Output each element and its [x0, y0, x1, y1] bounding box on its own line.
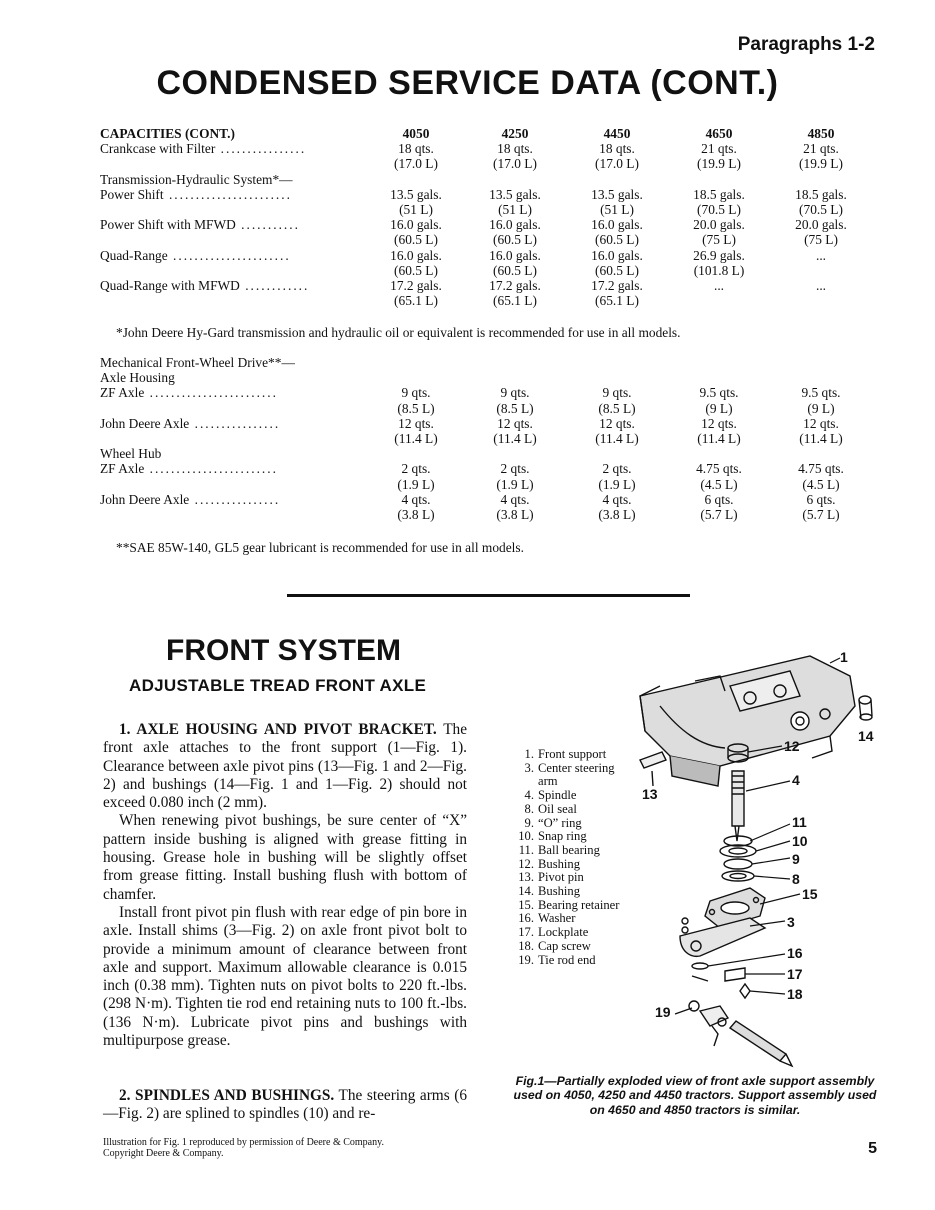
- capacity-cell: [566, 248, 668, 278]
- legend-number: 15.: [518, 897, 534, 912]
- callout-label: 19: [655, 1004, 671, 1020]
- capacity-metric: (60.5 L): [595, 232, 639, 248]
- legend-label: Pivot pin: [538, 870, 584, 885]
- capacity-metric: (11.4 L): [697, 431, 741, 447]
- legend-label: Spindle: [538, 788, 577, 803]
- page-title: CONDENSED SERVICE DATA (CONT.): [156, 64, 779, 102]
- exploded-axle-illustration: [600, 636, 900, 1076]
- capacity-cell: [566, 385, 668, 415]
- callout-label: 13: [642, 786, 658, 802]
- callout-label: 8: [792, 871, 800, 887]
- capacity-metric: (3.8 L): [598, 507, 636, 523]
- leader-dots: ......................: [167, 247, 291, 263]
- capacity-cell: [464, 461, 566, 491]
- capacity-cell: [668, 416, 770, 446]
- capacity-value: ...: [815, 247, 827, 263]
- callout-label: 18: [787, 986, 803, 1002]
- legend-label: Cap screw: [538, 938, 591, 953]
- capacity-cell: [464, 385, 566, 415]
- row-crankcase: [100, 141, 872, 171]
- paragraph-text: When renewing pivot bushings, be sure center of “X” pattern inside bushing is aligned with grease fitting in housing. Grease hole in bushing will be slightly offset from grease fitting. Install bushing flush with bottom of chamfer.: [103, 812, 467, 903]
- capacity-value: 12 qts.: [398, 415, 434, 431]
- capacity-value: 13.5 gals.: [591, 186, 643, 202]
- capacity-cell: [668, 248, 770, 278]
- legend-number: 19.: [518, 952, 534, 967]
- row-ah-zf: [100, 385, 872, 415]
- leader-dots: ........................: [144, 385, 278, 401]
- capacity-cell: [668, 278, 770, 308]
- axle-housing-heading: Axle Housing: [100, 370, 175, 386]
- callout-label: 3: [787, 914, 795, 930]
- capacity-metric: (65.1 L): [493, 293, 537, 309]
- axle-drawing: [600, 636, 900, 1076]
- capacity-metric: (60.5 L): [493, 262, 537, 278]
- legend-number: 13.: [518, 870, 534, 885]
- row-quad-range-mfwd: [100, 278, 872, 308]
- capacity-metric: (17.0 L): [394, 156, 438, 172]
- capacity-value: 26.9 gals.: [693, 247, 745, 263]
- capacity-metric: (3.8 L): [496, 507, 534, 523]
- capacity-metric: (19.9 L): [697, 156, 741, 172]
- capacity-value: 16.0 gals.: [591, 247, 643, 263]
- capacity-cell: [368, 187, 464, 217]
- capacity-cell: [770, 385, 872, 415]
- capacity-value: 16.0 gals.: [489, 247, 541, 263]
- capacity-metric: (1.9 L): [598, 476, 636, 492]
- capacity-cell: [566, 141, 668, 171]
- legend-label: Center steering: [538, 760, 615, 775]
- capacity-cell: [464, 492, 566, 522]
- capacity-metric: (19.9 L): [799, 156, 843, 172]
- row-label: Power Shift: [100, 186, 164, 202]
- capacity-metric: (75 L): [804, 232, 838, 248]
- row-label: ZF Axle: [100, 461, 145, 477]
- capacity-metric: (5.7 L): [802, 507, 840, 523]
- capacity-cell: [770, 217, 872, 247]
- capacity-value: ...: [815, 278, 827, 294]
- capacity-value: 18 qts.: [497, 141, 533, 157]
- model-header: 4850: [807, 126, 835, 141]
- capacity-cell: [368, 278, 464, 308]
- callout-label: 10: [792, 833, 808, 849]
- capacity-metric: (8.5 L): [598, 400, 636, 416]
- legend-label: Ball bearing: [538, 842, 600, 857]
- capacity-value: 18 qts.: [398, 141, 434, 157]
- capacity-cell: [464, 217, 566, 247]
- legend-label: Bearing retainer: [538, 897, 620, 912]
- capacity-value: 4.75 qts.: [696, 461, 742, 477]
- capacity-metric: (11.4 L): [595, 431, 639, 447]
- leader-dots: ............: [239, 278, 310, 294]
- capacity-metric: (11.4 L): [799, 431, 843, 447]
- legend-number: 12.: [518, 856, 534, 871]
- capacity-cell: [770, 141, 872, 171]
- row-power-shift-mfwd: [100, 217, 872, 247]
- capacity-metric: (8.5 L): [496, 400, 534, 416]
- capacity-value: 4 qts.: [401, 491, 431, 507]
- leader-dots: ...........: [235, 217, 300, 233]
- paragraph-1: [103, 721, 467, 1050]
- capacity-cell: [368, 217, 464, 247]
- capacity-metric: (17.0 L): [595, 156, 639, 172]
- capacity-cell: [368, 385, 464, 415]
- capacity-metric: (3.8 L): [397, 507, 435, 523]
- footnote-hygard: *John Deere Hy-Gard transmission and hydraulic oil or equivalent is recommended for use in all models.: [116, 325, 681, 340]
- capacity-value: 21 qts.: [803, 141, 839, 157]
- capacity-metric: (5.7 L): [700, 507, 738, 523]
- capacity-value: 9.5 qts.: [801, 385, 841, 401]
- capacity-metric: (60.5 L): [394, 232, 438, 248]
- callout-label: 15: [802, 886, 818, 902]
- capacity-cell: [566, 461, 668, 491]
- mfwd-table: [100, 355, 872, 522]
- capacity-value: 2 qts.: [500, 461, 530, 477]
- capacity-value: 4 qts.: [602, 491, 632, 507]
- capacity-metric: (65.1 L): [394, 293, 438, 309]
- legend-number: 18.: [518, 938, 534, 953]
- capacity-cell: [770, 461, 872, 491]
- row-label: Power Shift with MFWD: [100, 217, 236, 233]
- capacity-value: 21 qts.: [701, 141, 737, 157]
- capacity-metric: (11.4 L): [394, 431, 438, 447]
- capacity-value: 17.2 gals.: [591, 278, 643, 294]
- legend-label: Front support: [538, 747, 607, 761]
- row-ah-jd: [100, 416, 872, 446]
- capacity-metric: (11.4 L): [493, 431, 537, 447]
- model-header: 4650: [705, 126, 733, 141]
- capacity-metric: (8.5 L): [397, 400, 435, 416]
- paragraph-text: The front axle attaches to the front support (1—Fig. 1). Clearance between axle pivot pins (13—Fig. 1 and 2—Fig. 2) and bushings (14—Fig. 1 and 1—Fig. 2) should not exceed 0.080 inch (2 mm).: [103, 721, 467, 812]
- capacity-cell: [668, 461, 770, 491]
- model-header: 4050: [402, 126, 430, 141]
- page-number: 5: [868, 1140, 877, 1157]
- row-power-shift: [100, 187, 872, 217]
- capacity-cell: [770, 492, 872, 522]
- capacity-metric: [668, 293, 770, 308]
- capacity-value: 12 qts.: [599, 415, 635, 431]
- capacity-value: 20.0 gals.: [693, 217, 745, 233]
- legend-number: 14.: [518, 884, 534, 899]
- capacity-cell: [368, 248, 464, 278]
- section-divider: [287, 594, 690, 597]
- capacity-cell: [770, 278, 872, 308]
- legend-label: Oil seal: [538, 801, 577, 816]
- capacity-cell: [770, 187, 872, 217]
- capacity-metric: (60.5 L): [595, 262, 639, 278]
- capacity-value: 18.5 gals.: [795, 186, 847, 202]
- capacity-metric: (4.5 L): [700, 476, 738, 492]
- trans-heading: Transmission-Hydraulic System*—: [100, 171, 293, 187]
- model-header: 4250: [501, 126, 529, 141]
- model-header: 4450: [603, 126, 631, 141]
- row-label: John Deere Axle: [100, 491, 190, 507]
- capacity-cell: [368, 492, 464, 522]
- legend-number: 17.: [518, 925, 534, 940]
- capacity-metric: [770, 293, 872, 308]
- capacity-metric: (101.8 L): [693, 262, 745, 278]
- capacity-value: 13.5 gals.: [489, 186, 541, 202]
- capacity-cell: [566, 217, 668, 247]
- capacity-value: 6 qts.: [704, 491, 734, 507]
- row-label: ZF Axle: [100, 385, 145, 401]
- legend-label: “O” ring: [538, 815, 582, 830]
- capacity-metric: (17.0 L): [493, 156, 537, 172]
- capacity-metric: (75 L): [702, 232, 736, 248]
- section-subtitle: ADJUSTABLE TREAD FRONT AXLE: [129, 676, 427, 695]
- legend-label: Snap ring: [538, 829, 587, 844]
- row-label: Crankcase with Filter: [100, 141, 216, 157]
- legend-number: 10.: [518, 829, 534, 844]
- paragraph-text: The steering arms (6—Fig. 2) are splined to spindles (10) and re-: [103, 1087, 467, 1123]
- legend-number: 1.: [524, 747, 534, 761]
- capacity-cell: [770, 416, 872, 446]
- capacity-value: 2 qts.: [401, 461, 431, 477]
- capacity-metric: (60.5 L): [394, 262, 438, 278]
- row-label: John Deere Axle: [100, 415, 190, 431]
- capacity-value: 2 qts.: [602, 461, 632, 477]
- leader-dots: ................: [189, 491, 281, 507]
- capacity-value: 12 qts.: [803, 415, 839, 431]
- paragraphs-reference: Paragraphs 1-2: [737, 34, 875, 55]
- capacity-value: 18.5 gals.: [693, 186, 745, 202]
- paragraph-text: Install front pivot pin flush with rear edge of pin bore in axle. Install shims (3—Fig. 2) on axle front pivot bolt to provide a minimum amount of clearance between front axle and support. Maximum allowable clearance is 0.015 inch (0.38 mm). Tighten nuts on pivot bolts to 220 ft.-lbs. (298 N·m). Tighten tie rod end retaining nuts to 100 ft.-lbs. (136 N·m). Lubricate pivot pins and bushings with multipurpose grease.: [103, 903, 467, 1050]
- legend-label: Tie rod end: [538, 952, 596, 967]
- capacity-value: 17.2 gals.: [390, 278, 442, 294]
- capacity-value: 12 qts.: [701, 415, 737, 431]
- capacity-cell: [464, 141, 566, 171]
- legend-label: arm: [538, 774, 558, 789]
- capacity-metric: (51 L): [399, 202, 433, 218]
- capacity-metric: (51 L): [498, 202, 532, 218]
- capacity-value: 16.0 gals.: [489, 217, 541, 233]
- capacity-cell: [668, 187, 770, 217]
- capacity-cell: [770, 248, 872, 278]
- capacity-cell: [368, 416, 464, 446]
- capacity-value: 4.75 qts.: [798, 461, 844, 477]
- callout-label: 4: [792, 772, 800, 788]
- illustration-credit: Illustration for Fig. 1 reproduced by permission of Deere & Company. Copyright Deere & Company.: [103, 1137, 384, 1159]
- mfwd-heading: Mechanical Front-Wheel Drive**—: [100, 355, 295, 370]
- capacity-metric: (1.9 L): [496, 476, 534, 492]
- capacity-metric: (9 L): [705, 400, 733, 416]
- callout-label: 9: [792, 851, 800, 867]
- paragraph-heading: 2. SPINDLES AND BUSHINGS.: [119, 1087, 335, 1104]
- paragraph-heading: 1. AXLE HOUSING AND PIVOT BRACKET.: [119, 721, 437, 738]
- leader-dots: .......................: [163, 186, 292, 202]
- capacity-value: 9 qts.: [500, 385, 530, 401]
- capacity-value: 9 qts.: [602, 385, 632, 401]
- capacity-cell: [464, 187, 566, 217]
- paragraph-2: [103, 1087, 467, 1124]
- legend-number: 8.: [524, 801, 534, 816]
- capacity-value: 17.2 gals.: [489, 278, 541, 294]
- capacity-metric: (4.5 L): [802, 476, 840, 492]
- row-label: Quad-Range with MFWD: [100, 278, 240, 294]
- capacity-cell: [668, 385, 770, 415]
- capacity-metric: (1.9 L): [397, 476, 435, 492]
- leader-dots: ........................: [144, 461, 278, 477]
- legend-number: 11.: [518, 842, 534, 857]
- capacity-value: 12 qts.: [497, 415, 533, 431]
- legend-number: 9.: [524, 815, 534, 830]
- capacity-cell: [566, 278, 668, 308]
- section-title: FRONT SYSTEM: [166, 634, 402, 667]
- legend-number: 16.: [518, 911, 534, 926]
- capacity-value: 16.0 gals.: [390, 217, 442, 233]
- capacity-metric: (9 L): [807, 400, 835, 416]
- capacity-value: 9 qts.: [401, 385, 431, 401]
- callout-label: 16: [787, 945, 803, 961]
- capacity-value: 16.0 gals.: [390, 247, 442, 263]
- callout-label: 14: [858, 728, 874, 744]
- capacity-metric: (65.1 L): [595, 293, 639, 309]
- capacity-value: 9.5 qts.: [699, 385, 739, 401]
- leader-dots: ................: [189, 415, 281, 431]
- row-label: Quad-Range: [100, 247, 168, 263]
- footnote-gear-lube: **SAE 85W-140, GL5 gear lubricant is recommended for use in all models.: [116, 540, 524, 555]
- capacity-value: 16.0 gals.: [591, 217, 643, 233]
- callout-label: 1: [840, 649, 848, 665]
- capacity-cell: [668, 217, 770, 247]
- capacity-value: 18 qts.: [599, 141, 635, 157]
- legend-label: Lockplate: [538, 925, 589, 940]
- capacity-value: 20.0 gals.: [795, 217, 847, 233]
- capacity-metric: [770, 263, 872, 278]
- capacity-cell: [368, 461, 464, 491]
- capacity-cell: [668, 492, 770, 522]
- capacities-table: [100, 126, 872, 308]
- capacity-value: 13.5 gals.: [390, 186, 442, 202]
- capacity-cell: [464, 248, 566, 278]
- capacity-metric: (70.5 L): [799, 202, 843, 218]
- capacity-cell: [464, 416, 566, 446]
- capacity-value: 4 qts.: [500, 491, 530, 507]
- legend-label: Bushing: [538, 856, 580, 871]
- capacity-cell: [566, 416, 668, 446]
- capacity-cell: [368, 141, 464, 171]
- wheel-hub-heading: Wheel Hub: [100, 446, 162, 462]
- legend-label: Washer: [538, 911, 576, 926]
- capacity-cell: [566, 492, 668, 522]
- leader-dots: ................: [215, 141, 307, 157]
- capacity-cell: [668, 141, 770, 171]
- legend-number: 3.: [524, 760, 534, 775]
- callout-label: 17: [787, 966, 803, 982]
- capacity-metric: (60.5 L): [493, 232, 537, 248]
- callout-label: 12: [784, 738, 800, 754]
- legend-label: Bushing: [538, 884, 580, 899]
- capacity-value: ...: [713, 278, 725, 294]
- capacities-heading: CAPACITIES (CONT.): [100, 126, 235, 141]
- capacity-cell: [464, 278, 566, 308]
- capacity-metric: (70.5 L): [697, 202, 741, 218]
- row-wh-zf: [100, 461, 872, 491]
- row-quad-range: [100, 248, 872, 278]
- capacity-metric: (51 L): [600, 202, 634, 218]
- callout-label: 11: [792, 814, 807, 830]
- legend-number: 4.: [524, 788, 534, 803]
- capacity-value: 6 qts.: [806, 491, 836, 507]
- row-wh-jd: [100, 492, 872, 522]
- capacity-cell: [566, 187, 668, 217]
- figure-caption: Fig.1—Partially exploded view of front axle support assembly used on 4050, 4250 and 4450 tractors. Support assembly used on 4650 and 4850 tractors is similar.: [513, 1074, 877, 1117]
